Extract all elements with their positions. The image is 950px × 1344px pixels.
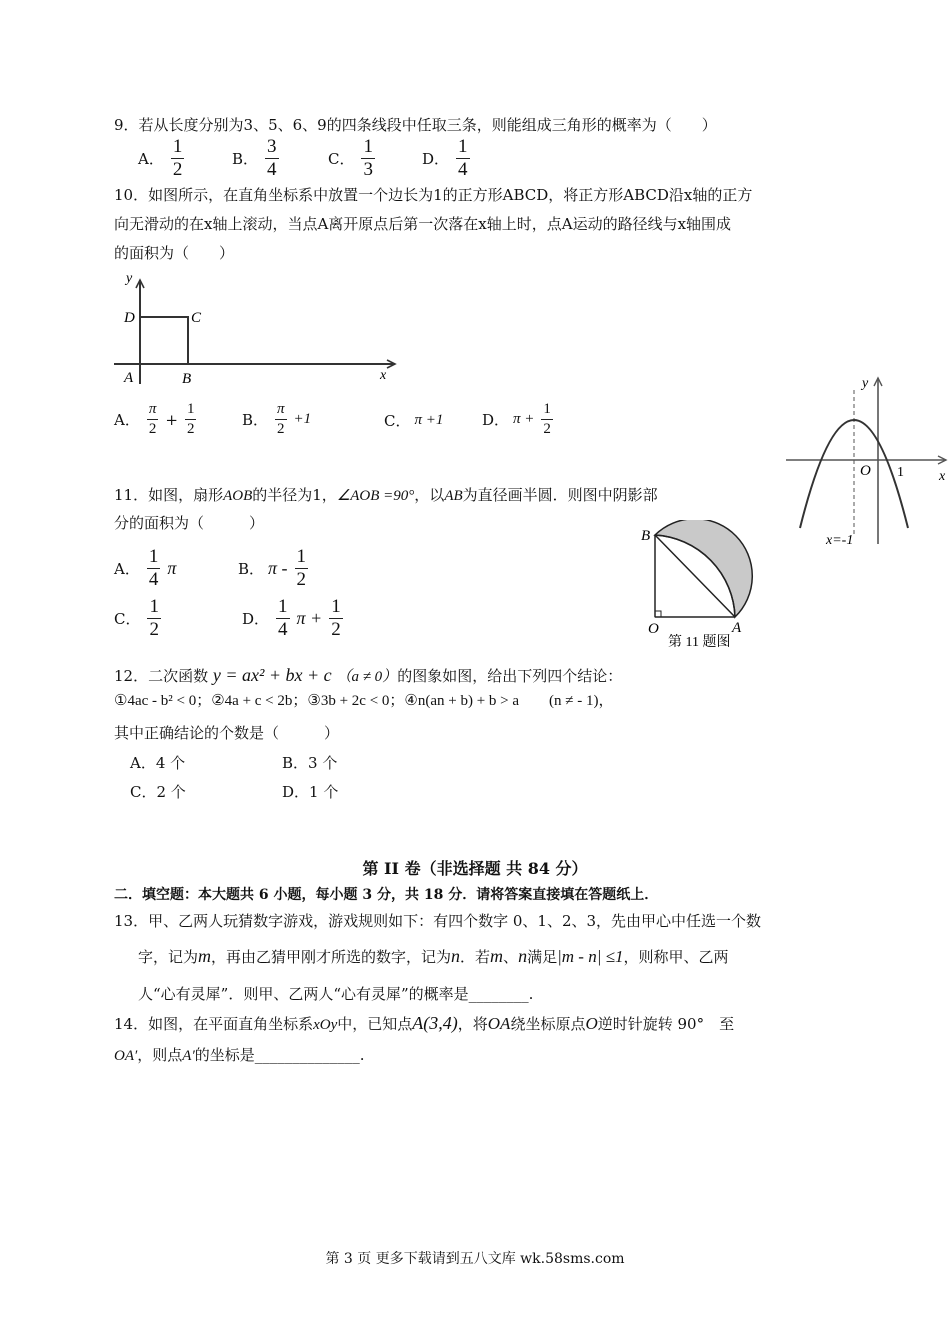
label-b: B — [641, 528, 651, 544]
q12-ask: 其中正确结论的个数是（ ） — [114, 724, 340, 742]
fraction: $\frac{\pi}{2}$ — [277, 401, 285, 437]
page-footer: 第 3 页 更多下载请到五八文库 wk.58sms.com — [325, 1251, 625, 1267]
x-label: x — [380, 368, 387, 383]
q9-option-d[interactable]: D． $\frac{1}{4}$ — [422, 136, 468, 180]
q10-line3: 的面积为（ ） — [114, 244, 235, 262]
q14-line1: 14．如图，在平面直角坐标系xOy中，已知点A(3,4)，将OA绕坐标原点O逆时针旋转 90° 至 — [114, 1013, 735, 1033]
square-abcd — [140, 317, 188, 364]
fraction: $\frac{1}{2}$ — [172, 136, 183, 180]
q12-option-d[interactable]: D．1 个 — [282, 783, 339, 801]
q12-option-c[interactable]: C．2 个 — [130, 783, 186, 801]
part2-title: 第 II 卷（非选择题 共 84 分） — [362, 859, 588, 878]
fraction: $\frac{3}{4}$ — [267, 136, 277, 180]
y-label: y — [126, 271, 133, 286]
fraction: $\frac{1}{2}$ — [186, 401, 195, 437]
q9-option-a[interactable]: A． $\frac{1}{2}$ — [138, 136, 183, 180]
fraction: $\frac{\pi}{2}$ — [148, 401, 157, 437]
axis-label: x=-1 — [826, 533, 854, 548]
x-label: x — [939, 469, 946, 484]
q11-line2: 分的面积为（ ） — [114, 514, 265, 532]
label-c: C — [191, 310, 202, 326]
fraction: $\frac{1}{2}$ — [331, 596, 341, 640]
parabola-figure — [782, 372, 950, 550]
y-label: y — [862, 376, 869, 391]
q9-option-c[interactable]: C． $\frac{1}{3}$ — [328, 136, 373, 180]
q12-option-a[interactable]: A．4 个 — [130, 754, 186, 772]
right-angle-mark — [655, 611, 661, 617]
q10-option-a[interactable]: A． $\frac{\pi}{2}$ + $\frac{1}{2}$ — [114, 401, 195, 437]
label-o: O — [648, 621, 659, 637]
label-a: A — [732, 620, 742, 636]
q11-option-c[interactable]: C． $\frac{1}{2}$ — [114, 596, 159, 640]
q9-stem: 9．若从长度分别为3、5、6、9的四条线段中任取三条，则能组成三角形的概率为（ ） — [114, 116, 717, 134]
origin-label: O — [860, 463, 871, 479]
section-heading: 二．填空题：本大题共 6 小题，每小题 3 分，共 18 分．请将答案直接填在答题纸上． — [114, 887, 659, 903]
fraction: $\frac{1}{2}$ — [543, 401, 551, 437]
q12-option-b[interactable]: B．3 个 — [282, 754, 338, 772]
q11-line1: 11．如图，扇形AOB的半径为1，∠AOB =90°，以AB为直径画半圆．则图中阴影部 — [114, 486, 658, 504]
fraction: $\frac{1}{2}$ — [296, 546, 307, 590]
q13-line1: 13．甲、乙两人玩猜数字游戏，游戏规则如下：有四个数字 0、1、2、3，先由甲心中任选一个数 — [114, 912, 762, 930]
figure-caption: 第 11 题图 — [668, 635, 731, 650]
q10-option-d[interactable]: D． π + $\frac{1}{2}$ — [482, 401, 551, 437]
q10-line1: 10．如图所示，在直角坐标系中放置一个边长为1的正方形ABCD，将正方形ABCD沿x轴的正方 — [114, 186, 753, 204]
fraction: $\frac{1}{2}$ — [149, 596, 159, 640]
q11-option-a[interactable]: A． $\frac{1}{4}$ π — [114, 546, 177, 590]
label-d: D — [124, 310, 135, 326]
q9-option-b[interactable]: B． $\frac{3}{4}$ — [232, 136, 277, 180]
q11-option-d[interactable]: D． $\frac{1}{4}$ π + $\frac{1}{2}$ — [242, 596, 341, 640]
fraction: $\frac{1}{4}$ — [148, 546, 159, 590]
q12-stem: 12．二次函数 y = ax² + bx + c （a ≠ 0）的图象如图，给出下列四个结论： — [114, 665, 623, 685]
fraction: $\frac{1}{4}$ — [458, 136, 468, 180]
q12-conclusions: ①4ac - b² < 0；②4a + c < 2b；③3b + 2c < 0；④n(an + b) + b > a (n ≠ - 1)， — [114, 693, 614, 709]
q10-option-c[interactable]: C． π +1 — [384, 412, 444, 430]
q13-line2: 字，记为m，再由乙猜甲刚才所选的数字，记为n．若m、n满足|m - n| ≤1，则称甲、乙两 — [138, 946, 729, 966]
fraction: $\frac{1}{3}$ — [363, 136, 373, 180]
tick-one-label: 1 — [897, 465, 904, 480]
q11-option-b[interactable]: B． π - $\frac{1}{2}$ — [238, 546, 307, 590]
q11-sector-figure — [636, 520, 776, 650]
label-b: B — [182, 371, 192, 387]
label-a: A — [124, 370, 134, 386]
q13-line3: 人“心有灵犀”．则甲、乙两人“心有灵犀”的概率是________. — [138, 985, 534, 1003]
shaded-region — [655, 520, 752, 617]
q10-square-figure — [110, 266, 400, 390]
fraction: $\frac{1}{4}$ — [278, 596, 288, 640]
q10-option-b[interactable]: B． $\frac{\pi}{2}$ +1 — [242, 401, 312, 437]
q14-line2: OA′，则点A′的坐标是______________. — [114, 1046, 365, 1064]
q10-line2: 向无滑动的在x轴上滚动，当点A离开原点后第一次落在x轴上时，点A运动的路径线与x轴围成 — [114, 215, 732, 233]
